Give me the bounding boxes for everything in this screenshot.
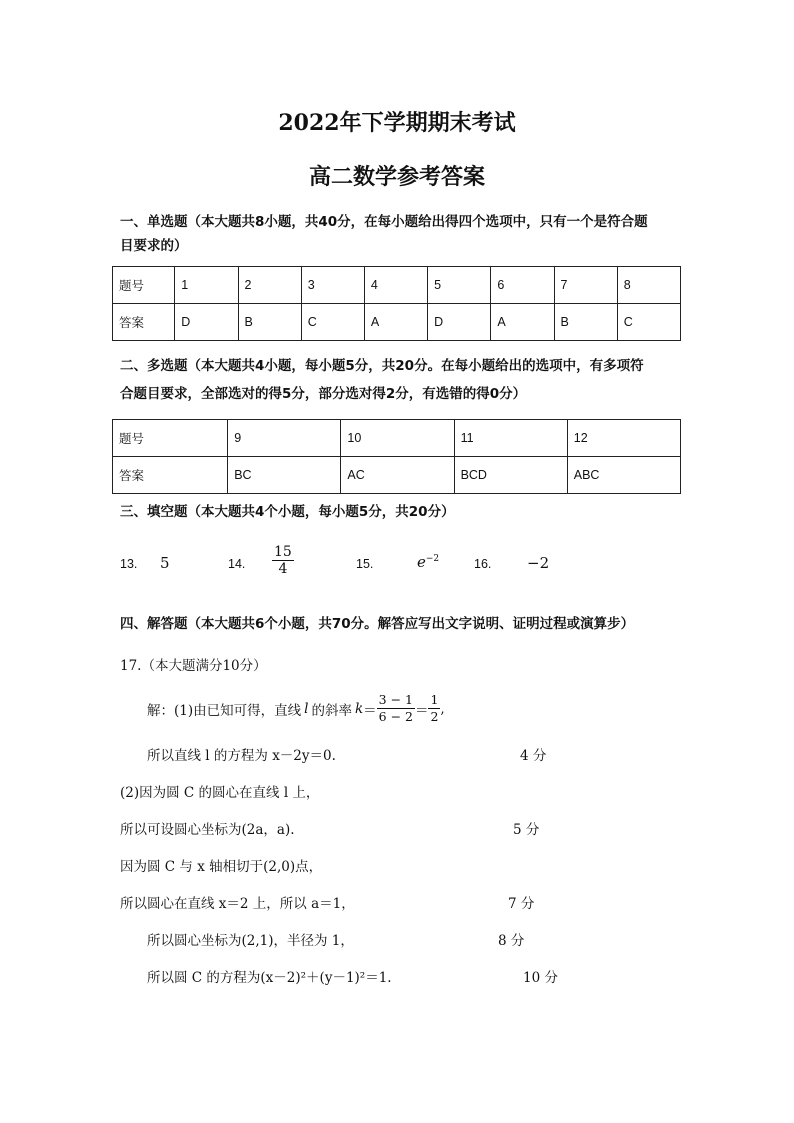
table-cell: 答案 [113,304,175,341]
q15-base: e [417,553,426,571]
table-cell: 6 [491,267,554,304]
problem17-line5: 因为圆 C 与 x 轴相切于(2,0)点， [120,859,323,875]
q16-number: 16. [474,557,492,571]
q13-number: 13. [120,557,138,571]
table-cell: D [175,304,238,341]
slope-fraction [377,692,415,725]
line1-eq-2: ＝ [414,702,429,719]
section4-heading: 四、解答题（本大题共6个小题，共70分。解答应写出文字说明、证明过程或演算步） [120,616,635,632]
table-cell: BCD [454,457,567,494]
section3-heading: 三、填空题（本大题共4个小题，每小题5分，共20分） [120,504,455,520]
section2-answer-table [112,419,681,494]
problem17-line3: (2)因为圆 C 的圆心在直线 l 上， [120,785,320,801]
score-7: 7 分 [508,896,535,912]
table-cell: 3 [301,267,364,304]
problem17-line1 [147,692,445,725]
section1-heading-line1: 一、单选题（本大题共8小题，共40分，在每小题给出得四个选项中，只有一个是符合题 [120,214,648,230]
exam-title: 2022年下学期期末考试 [278,110,516,136]
table-cell: C [301,304,364,341]
score-5: 5 分 [513,822,540,838]
q16-answer: −2 [527,554,550,572]
table-cell: 8 [617,267,680,304]
q15-answer [417,553,439,571]
table-cell: 2 [238,267,301,304]
q15-number: 15. [356,557,374,571]
q15-exponent: −2 [425,554,440,564]
table-cell: 5 [428,267,491,304]
line1-mid: 的斜率 [311,702,352,719]
section1-answer-table [112,266,681,341]
table-cell: ABC [567,457,680,494]
table-cell: 10 [341,420,454,457]
table-cell: 12 [567,420,680,457]
slope-numerator: 3 − 1 [378,692,413,707]
problem17-line6: 所以圆心在直线 x＝2 上，所以 a＝1， [120,896,355,912]
table-cell: 4 [364,267,427,304]
table-row [113,267,681,304]
table-cell: 1 [175,267,238,304]
table-cell: 7 [554,267,617,304]
slope-denominator: 6 − 2 [378,709,413,724]
answer-key-title: 高二数学参考答案 [308,164,485,190]
table-cell: 题号 [113,267,175,304]
score-4: 4 分 [520,748,547,764]
problem17-line7: 所以圆心坐标为(2,1)，半径为 1， [147,933,354,949]
section2-heading-line1: 二、多选题（本大题共4小题，每小题5分，共20分。在每小题给出的选项中，有多项符 [120,358,644,374]
slope-value-numerator: 1 [430,692,439,707]
slope-value-denominator: 2 [430,709,439,724]
table-cell: 11 [454,420,567,457]
table-cell: B [554,304,617,341]
table-row [113,457,681,494]
q14-numerator: 15 [274,544,292,560]
table-cell: B [238,304,301,341]
table-cell: C [617,304,680,341]
q14-answer [272,544,294,577]
section1-heading-line2: 目要求的） [120,238,188,254]
score-8: 8 分 [498,933,525,949]
table-row [113,304,681,341]
line1-end: , [440,700,445,717]
problem17-line8: 所以圆 C 的方程为(x－2)²＋(y－1)²＝1. [147,970,392,986]
table-cell: A [364,304,427,341]
line1-prefix: 解：(1)由已知可得，直线 [147,702,302,719]
table-cell: 答案 [113,457,228,494]
score-10: 10 分 [523,970,558,986]
line1-eq: ＝ [363,702,377,719]
section2-heading-line2: 合题目要求，全部选对的得5分，部分选对得2分，有选错的得0分） [120,386,527,402]
table-cell: AC [341,457,454,494]
q13-answer: 5 [160,554,170,572]
line1-var-l: l [304,700,309,717]
table-cell: A [491,304,554,341]
q14-number: 14. [228,557,246,571]
table-cell: 9 [228,420,341,457]
problem17-line2: 所以直线 l 的方程为 x－2y＝0. [147,748,336,764]
table-cell: 题号 [113,420,228,457]
table-row [113,420,681,457]
slope-value-fraction [428,692,440,725]
line1-var-k: k [354,700,364,717]
table-cell: D [428,304,491,341]
q14-denominator: 4 [278,561,288,577]
problem17-header: 17.（本大题满分10分） [120,658,267,674]
table-cell: BC [228,457,341,494]
problem17-line4: 所以可设圆心坐标为(2a，a). [120,822,295,838]
